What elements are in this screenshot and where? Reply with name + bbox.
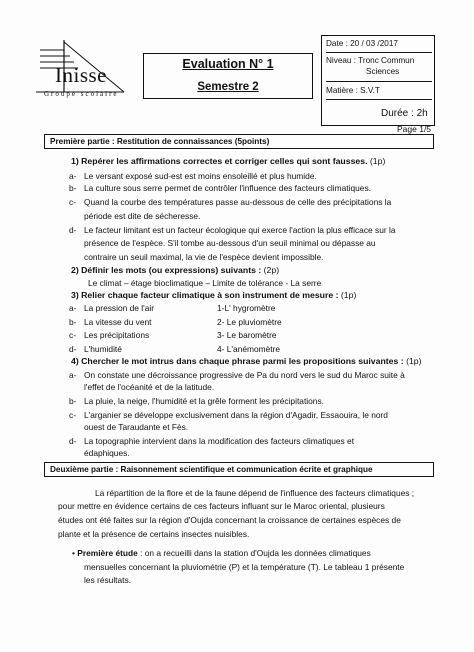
question-2: 2) Définir les mots (ou expressions) suivants : (2p) [71, 265, 280, 275]
q4-item-a-cont: l'effet de l'océanité et de la latitude. [84, 382, 215, 392]
q4-item-d: d- La topographie intervient dans la modification des facteurs climatiques et [69, 436, 355, 446]
q1-item-d-cont2: contraire un seuil maximal, la vie de l'espèce devient impossible. [84, 252, 324, 262]
question-4-points: (1p) [406, 356, 422, 366]
q3-left-b: b- La vitesse du vent [69, 317, 152, 327]
study-1-label: Première étude [77, 548, 138, 558]
date-text: Date : 20 / 03 /2017 [326, 39, 398, 48]
info-divider [326, 99, 432, 100]
q1-item-c-cont: période est dite de sécheresse. [84, 211, 201, 221]
question-3-points: (1p) [340, 290, 357, 300]
q4-item-b: b- La pluie, la neige, l'humidité et la grêle forment les précipitations. [69, 396, 324, 406]
q2-terms: Le climat – étage bioclimatique – Limite de tolérance - La serre [88, 278, 322, 288]
q1-item-b: b- La culture sous serre permet de contrôler l'influence des facteurs climatiques. [69, 183, 371, 193]
question-1: 1) Repérer les affirmations correctes et corriger celles qui sont fausses. (1p) [71, 156, 386, 166]
part2-intro-line-1: La répartition de la flore et de la faune dépend de l'influence des facteurs climatiques ; [95, 488, 415, 498]
level-continuation: Sciences [366, 67, 400, 76]
info-divider [326, 52, 432, 53]
level-text: Niveau : Tronc Commun [326, 56, 415, 65]
q3-right-4: 4- L'anémomètre [217, 344, 281, 354]
question-3-text: Relier chaque facteur climatique à son instrument de mesure : [81, 290, 339, 300]
part2-intro-line-3: études ont été faites sur la région d'Oujda concernant la croissance de certaines espèces de [58, 515, 401, 525]
question-1-text: Repérer les affirmations correctes et corriger celles qui sont fausses. [81, 156, 368, 166]
logo-wordmark: Inisse [55, 63, 107, 87]
q1-item-d-cont1: présence de l'espèce. S'il tombe au-dessous d'un seuil minimal ou dépasse au [84, 238, 376, 248]
part2-header [44, 462, 434, 477]
question-2-points: (2p) [263, 265, 280, 275]
semester-title: Semestre 2 [197, 81, 259, 93]
q1-item-a: a- Le versant exposé sud-est est moins ensoleillé et plus humide. [69, 171, 317, 181]
part1-header [44, 134, 434, 149]
bullet-icon: • [72, 548, 78, 558]
q3-right-2: 2- Le pluviomètre [217, 317, 282, 327]
q4-item-c-cont: ouest de Taraudante et Fès. [84, 422, 189, 432]
duration-text: Durée : 2h [381, 108, 428, 119]
part2-intro-line-2: pour mettre en évidence certains de ces facteurs influant sur le Maroc oriental, plusieurs [58, 501, 385, 511]
study-1-line-3: les résultats. [84, 575, 132, 585]
study-1-line-1: • Première étude : on a recueilli dans la station d'Oujda les données climatiques [72, 548, 371, 558]
study-1-line-2: mensuelles concernant la pluviométrie (P) et la température (T). Le tableau 1 présente [84, 562, 405, 572]
logo-subtitle: Groupe scolaire [44, 90, 119, 98]
exam-title: Evaluation N° 1 [182, 57, 274, 71]
q3-left-a: a- La pression de l'air [69, 303, 155, 313]
q3-left-d: d- L'humidité [69, 344, 122, 354]
q3-right-3: 3- Le baromètre [217, 330, 277, 340]
page-number: Page 1/5 [397, 124, 432, 134]
q3-right-1: 1-L' hygromètre [217, 303, 276, 313]
q4-item-a: a- On constate une décroissance progressive de Pa du nord vers le sud du Maroc suite à [69, 370, 405, 380]
q4-item-c: c- L'arganier se développe exclusivement dans la région d'Agadir, Essaouira, le nord [69, 410, 388, 420]
q4-item-d-cont: édaphiques. [84, 448, 130, 458]
part2-title: Deuxième partie : Raisonnement scientifique et communication écrite et graphique [50, 465, 373, 474]
q1-item-d: d- Le facteur limitant est un facteur écologique qui exerce l'action la plus efficace sur la [69, 225, 396, 235]
question-1-points: (1p) [369, 156, 386, 166]
info-divider [326, 81, 432, 82]
q1-item-c: c- Quand la courbe des températures passe au-dessous de celle des précipitations la [69, 197, 392, 207]
question-4-text: Chercher le mot intrus dans chaque phrase parmi les propositions suivantes : [81, 356, 404, 366]
part1-title: Première partie : Restitution de connaissances (5points) [50, 137, 270, 146]
question-3: 3) Relier chaque facteur climatique à son instrument de mesure : (1p) [71, 290, 357, 300]
question-2-text: Définir les mots (ou expressions) suivants : [81, 265, 262, 275]
subject-text: Matière : S.V.T [326, 86, 380, 95]
q3-left-c: c- Les précipitations [69, 330, 150, 340]
question-4: 4) Chercher le mot intrus dans chaque phrase parmi les propositions suivantes : (1p) [71, 356, 422, 366]
part2-intro-line-4: plante et la présence de certains insectes nuisibles. [58, 529, 250, 539]
